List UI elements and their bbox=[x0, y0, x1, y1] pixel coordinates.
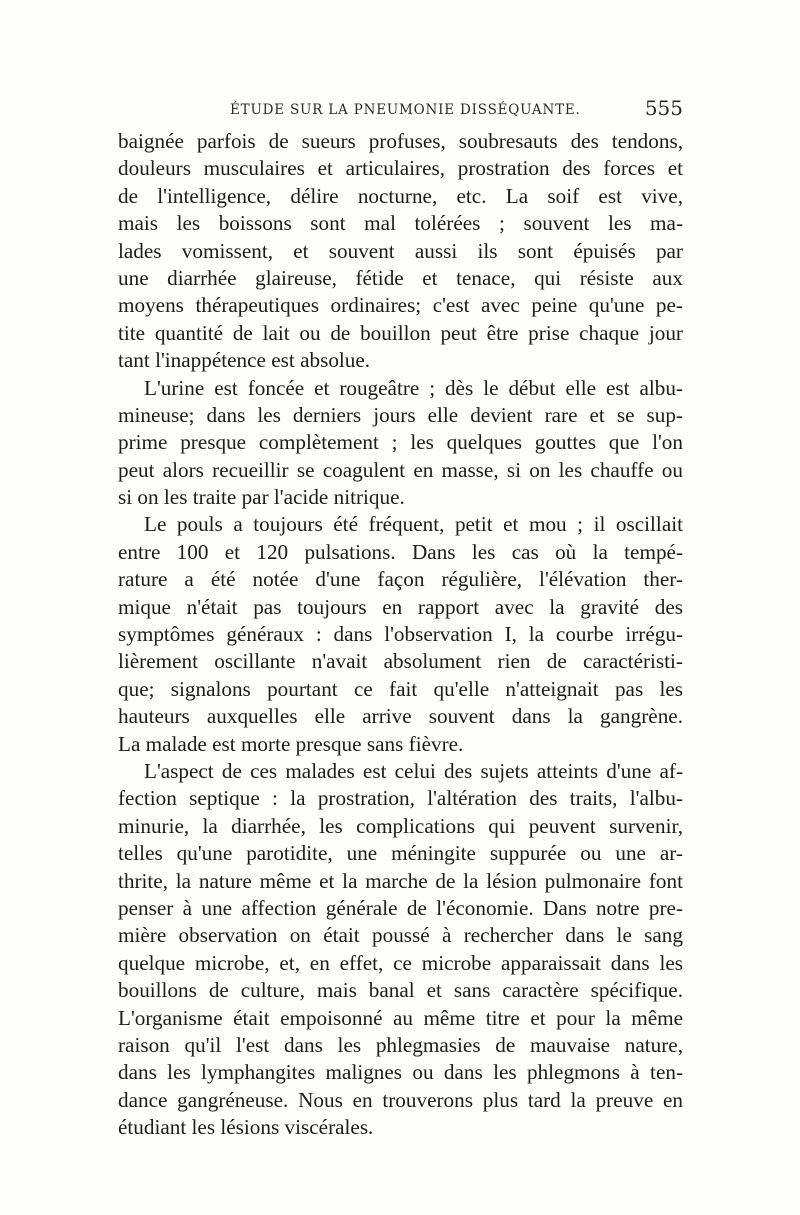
page-number: 555 bbox=[644, 96, 683, 120]
text-line: dans les lymphangites malignes ou dans les phlegmons à ten- bbox=[118, 1060, 683, 1085]
text-line: mais les boissons sont mal tolérées ; souvent les ma- bbox=[118, 211, 683, 236]
text-line: dance gangréneuse. Nous en trouverons plus tard la preuve en bbox=[118, 1087, 683, 1112]
text-line: raison qu'il l'est dans les phlegmasies de mauvaise nature, bbox=[118, 1032, 683, 1057]
text-line: hauteurs auxquelles elle arrive souvent dans la gangrène. bbox=[118, 704, 683, 729]
text-line: tant l'inappétence est absolue. bbox=[118, 348, 371, 373]
text-line: fection septique : la prostration, l'altération des traits, l'albu- bbox=[118, 786, 683, 811]
text-line: si on les traite par l'acide nitrique. bbox=[118, 485, 405, 510]
text-line: rature a été notée d'une façon régulière, l'élévation ther- bbox=[118, 567, 683, 592]
text-line: thrite, la nature même et la marche de la lésion pulmonaire font bbox=[118, 868, 683, 893]
text-line: Le pouls a toujours été fréquent, petit et mou ; il oscillait bbox=[144, 512, 683, 537]
body-text bbox=[118, 128, 683, 1141]
text-line: bouillons de culture, mais banal et sans caractère spécifique. bbox=[118, 978, 683, 1003]
text-line: entre 100 et 120 pulsations. Dans les cas où la tempé- bbox=[118, 539, 683, 564]
text-line: de l'intelligence, délire nocturne, etc. La soif est vive, bbox=[118, 183, 683, 208]
paragraph bbox=[118, 758, 683, 1141]
running-title: ÉTUDE SUR LA PNEUMONIE DISSÉQUANTE. bbox=[230, 102, 581, 118]
text-line: mineuse; dans les derniers jours elle devient rare et se sup- bbox=[118, 402, 683, 427]
text-line: telles qu'une parotidite, une méningite suppurée ou une ar- bbox=[118, 841, 683, 866]
text-line: baignée parfois de sueurs profuses, soubresauts des tendons, bbox=[118, 129, 683, 153]
text-line: quelque microbe, et, en effet, ce microbe apparaissait dans les bbox=[118, 950, 683, 975]
text-line: L'urine est foncée et rougeâtre ; dès le début elle est albu- bbox=[144, 375, 683, 400]
text-line: étudiant les lésions viscérales. bbox=[118, 1115, 374, 1140]
paragraph bbox=[118, 511, 683, 758]
paragraph bbox=[118, 128, 683, 375]
text-line: penser à une affection générale de l'économie. Dans notre pre- bbox=[118, 895, 683, 920]
text-line: symptômes généraux : dans l'observation I, la courbe irrégu- bbox=[118, 622, 683, 647]
text-line: mière observation on était poussé à rechercher dans le sang bbox=[118, 923, 683, 948]
page-header bbox=[118, 96, 683, 126]
text-line: minurie, la diarrhée, les complications qui peuvent survenir, bbox=[118, 813, 683, 838]
text-line: La malade est morte presque sans fièvre. bbox=[118, 731, 464, 756]
text-line: douleurs musculaires et articulaires, prostration des forces et bbox=[118, 156, 683, 181]
text-line: lades vomissent, et souvent aussi ils sont épuisés par bbox=[118, 238, 683, 263]
text-line: peut alors recueillir se coagulent en masse, si on les chauffe ou bbox=[118, 457, 683, 482]
text-line: mique n'était pas toujours en rapport avec la gravité des bbox=[118, 594, 683, 619]
paragraph bbox=[118, 375, 683, 512]
text-line: L'organisme était empoisonné au même titre et pour la même bbox=[118, 1005, 683, 1030]
text-line: une diarrhée glaireuse, fétide et tenace, qui résiste aux bbox=[118, 265, 683, 290]
text-line: moyens thérapeutiques ordinaires; c'est avec peine qu'une pe- bbox=[118, 293, 683, 318]
text-line: que; signalons pourtant ce fait qu'elle n'atteignait pas les bbox=[118, 676, 683, 701]
text-line: lièrement oscillante n'avait absolument rien de caractéristi- bbox=[118, 649, 683, 674]
text-line: L'aspect de ces malades est celui des sujets atteints d'une af- bbox=[144, 758, 683, 783]
text-line: prime presque complètement ; les quelques gouttes que l'on bbox=[118, 430, 683, 455]
text-line: tite quantité de lait ou de bouillon peut être prise chaque jour bbox=[118, 320, 683, 345]
